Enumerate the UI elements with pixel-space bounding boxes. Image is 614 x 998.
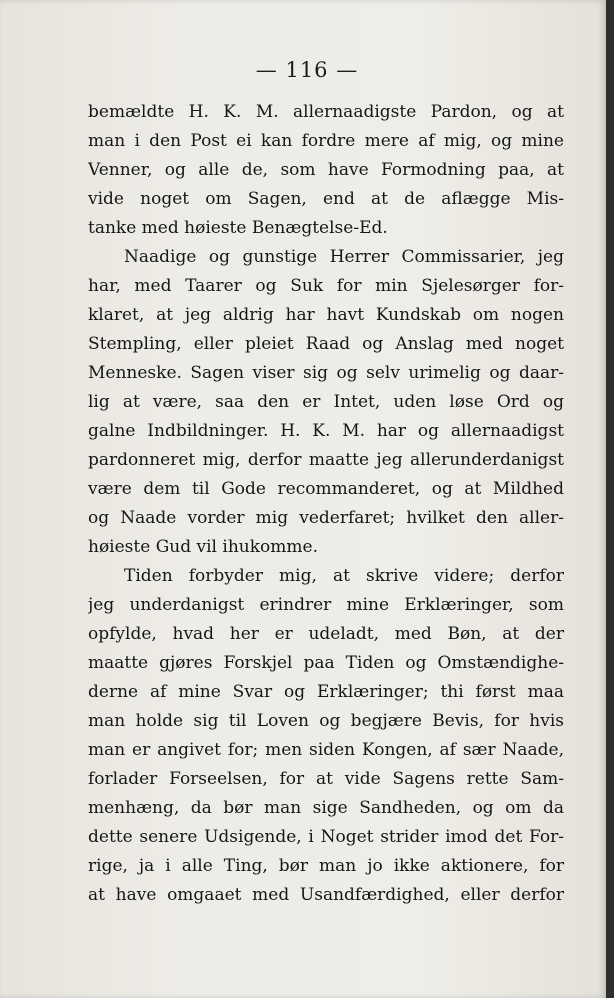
- text-line: forlader Forseelsen, for at vide Sagens rette Sam-: [88, 769, 564, 789]
- text-line: jeg underdanigst erindrer mine Erklæringer, som: [88, 595, 564, 615]
- text-line: at have omgaaet med Usandfærdighed, eller derfor: [88, 885, 564, 905]
- text-line: opfylde, hvad her er udeladt, med Bøn, at der: [88, 624, 564, 644]
- text-line: menhæng, da bør man sige Sandheden, og om da: [88, 798, 564, 818]
- text-line: og Naade vorder mig vederfaret; hvilket den aller-: [88, 508, 564, 528]
- text-line: være dem til Gode recommanderet, og at Mildhed: [88, 479, 564, 499]
- text-line: Menneske. Sagen viser sig og selv urimelig og daar-: [88, 363, 564, 383]
- text-line: maatte gjøres Forskjel paa Tiden og Omstændighe-: [88, 653, 564, 673]
- paragraph-3: [88, 562, 564, 910]
- text-line: klaret, at jeg aldrig har havt Kundskab om nogen: [88, 305, 564, 325]
- text-line: man i den Post ei kan fordre mere af mig, og mine: [88, 131, 564, 151]
- text-line: tanke med høieste Benægtelse-Ed.: [88, 218, 388, 238]
- body-text: [88, 98, 564, 910]
- paragraph-2: [88, 243, 564, 562]
- text-line: derne af mine Svar og Erklæringer; thi først maa: [88, 682, 564, 702]
- text-line: dette senere Udsigende, i Noget strider imod det For-: [88, 827, 564, 847]
- page-number: — 116 —: [255, 58, 359, 82]
- text-line: har, med Taarer og Suk for min Sjelesørger for-: [88, 276, 564, 296]
- text-line: man er angivet for; men siden Kongen, af sær Naade,: [88, 740, 564, 760]
- text-line: Venner, og alle de, som have Formodning paa, at: [88, 160, 564, 180]
- paragraph-1: [88, 98, 564, 243]
- text-line: rige, ja i alle Ting, bør man jo ikke aktionere, for: [88, 856, 564, 876]
- text-line: Stempling, eller pleiet Raad og Anslag med noget: [88, 334, 564, 354]
- text-line: man holde sig til Loven og begjære Bevis, for hvis: [88, 711, 564, 731]
- text-line: vide noget om Sagen, end at de aflægge Mis-: [88, 189, 564, 209]
- text-line: Naadige og gunstige Herrer Commissarier, jeg: [124, 247, 564, 267]
- text-line: bemældte H. K. M. allernaadigste Pardon, og at: [88, 102, 564, 122]
- book-spine-edge: [606, 0, 614, 998]
- text-line: lig at være, saa den er Intet, uden løse Ord og: [88, 392, 564, 412]
- text-line: galne Indbildninger. H. K. M. har og allernaadigst: [88, 421, 564, 441]
- text-line: høieste Gud vil ihukomme.: [88, 537, 318, 557]
- text-line: Tiden forbyder mig, at skrive videre; derfor: [124, 566, 564, 586]
- text-line: pardonneret mig, derfor maatte jeg allerunderdanigst: [88, 450, 564, 470]
